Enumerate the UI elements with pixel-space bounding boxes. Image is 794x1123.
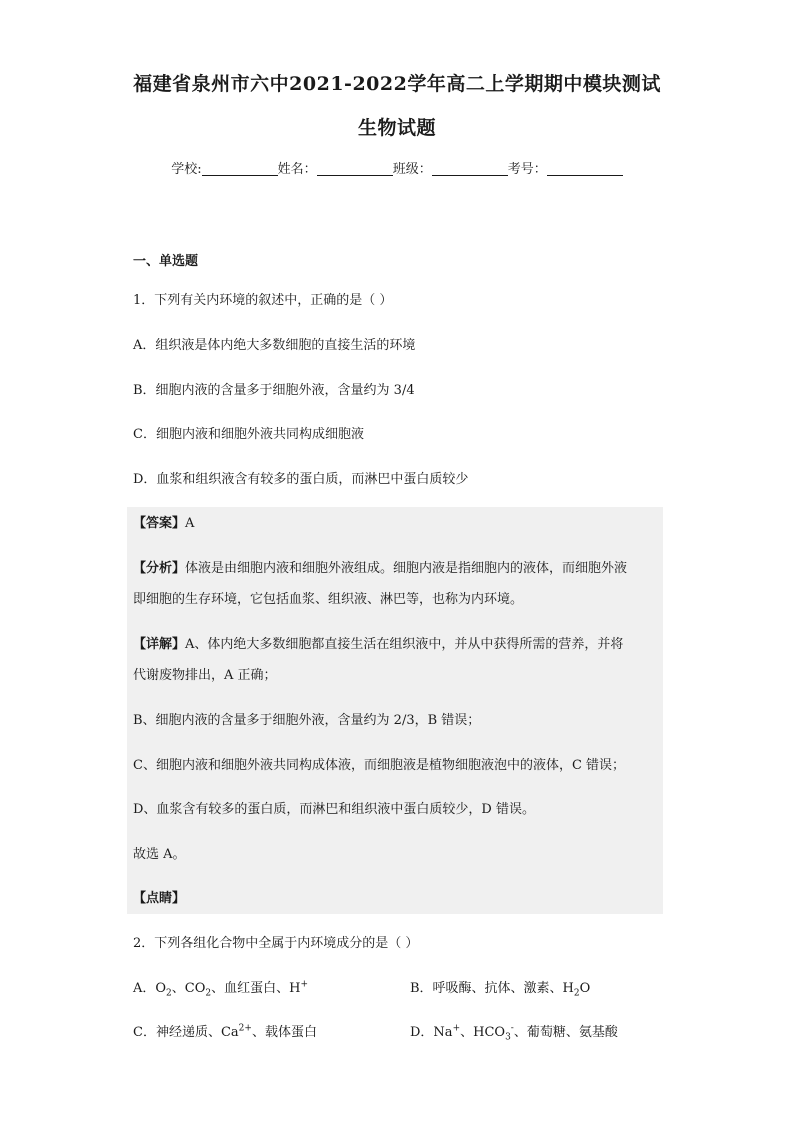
student-info-line [0,158,794,177]
q1-detail-line3: B、细胞内液的含量多于细胞外液，含量约为 2/3，B 错误； [133,713,481,728]
q2-stem: 2．下列各组化合物中全属于内环境成分的是（ ） [133,936,419,951]
q2-option-a: A．$O_2$、$CO_2$、血红蛋白、H+ [133,979,309,999]
exam-title-line1: 福建省泉州市六中2021-2022学年高二上学期期中模块测试 [133,73,661,95]
q2-option-d: D．Na+、$HCO_3^-$、葡萄糖、氨基酸 [410,1023,618,1043]
q1-analysis-line2: 即细胞的生存环境，它包括血浆、组织液、淋巴等，也称为内环境。 [133,592,524,607]
q1-option-d: D．血浆和组织液含有较多的蛋白质，而淋巴中蛋白质较少 [133,472,469,487]
q1-detail-line1: 【详解】A、体内绝大多数细胞都直接生活在组织液中，并从中获得所需的营养，并将 [133,637,624,652]
detail-tag: 【详解】 [133,637,186,652]
school-label: 学校: [171,162,202,177]
q1-comment-tag: 【点睛】 [133,891,186,906]
q1-option-b: B．细胞内液的含量多于细胞外液，含量约为 3/4 [133,383,415,398]
name-label: 姓名： [277,162,317,177]
q1-detail-line4: C、细胞内液和细胞外液共同构成体液，而细胞液是植物细胞液泡中的液体，C 错误； [133,758,626,773]
q1-analysis-line1: 【分析】体液是由细胞内液和细胞外液组成。细胞内液是指细胞内的液体，而细胞外液 [133,561,628,576]
q2-option-c: C．神经递质、$Ca^{2+}$、载体蛋白 [133,1023,317,1040]
q1-detail-line2: 代谢废物排出，A 正确； [133,668,277,683]
exam-number-blank [547,163,623,176]
school-blank [202,163,278,176]
answer-tag: 【答案】 [133,516,186,531]
q1-answer [133,515,194,533]
q1-stem: 1．下列有关内环境的叙述中，正确的是（ ） [133,293,393,308]
analysis-tag: 【分析】 [133,561,186,576]
class-blank [432,163,508,176]
exam-title-line2: 生物试题 [357,117,436,139]
answer-value: A [185,516,195,531]
q1-option-a: A．组织液是体内绝大多数细胞的直接生活的环境 [133,338,416,353]
class-label: 班级： [392,162,432,177]
q1-option-c: C．细胞内液和细胞外液共同构成细胞液 [133,427,364,442]
q2-option-b: B．呼吸酶、抗体、激素、$H_2O$ [410,981,591,999]
name-blank [317,163,393,176]
q1-detail-line5: D、血浆含有较多的蛋白质，而淋巴和组织液中蛋白质较少，D 错误。 [133,802,535,817]
exam-number-label: 考号： [507,162,547,177]
section-title: 一、单选题 [133,254,199,269]
q1-conclusion: 故选 A。 [133,847,186,862]
